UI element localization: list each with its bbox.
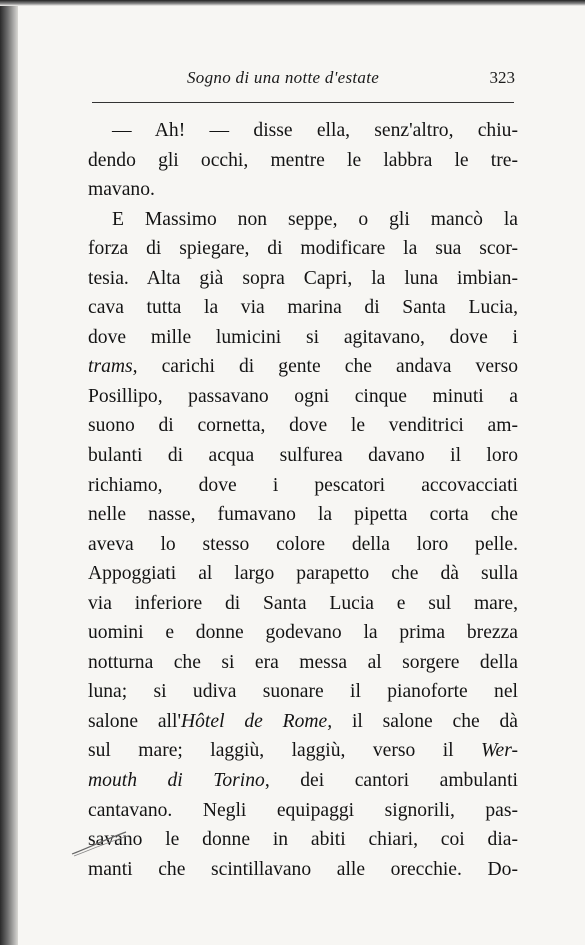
text-line-trams: trams, carichi di gente che andava verso xyxy=(88,356,518,378)
text-line: cava tutta la via marina di Santa Lucia, xyxy=(88,297,518,319)
text-line: nelle nasse, fumavano la pipetta corta che xyxy=(88,504,518,526)
text-line: uomini e donne godevano la prima brezza xyxy=(88,622,518,644)
text-line: E Massimo non seppe, o gli mancò la xyxy=(112,208,518,230)
text-line: bulanti di acqua sulfurea davano il loro xyxy=(88,445,518,467)
text-line: dendo gli occhi, mentre le labbra le tre- xyxy=(88,149,518,171)
body-text xyxy=(88,116,518,884)
italic-hotel-de-rome: Hôtel de Rome, xyxy=(180,710,333,732)
text-line: Posillipo, passavano ogni cinque minuti a xyxy=(88,385,518,407)
text-line-torino: mouth di Torino, dei cantori ambulanti xyxy=(88,770,518,792)
text-line: luna; si udiva suonare il pianoforte nel xyxy=(88,681,518,703)
text-line: aveva lo stesso colore della loro pelle. xyxy=(88,533,518,555)
page-number: 323 xyxy=(489,68,515,87)
text-line: — Ah! — disse ella, senz'altro, chiu- xyxy=(112,120,518,141)
text-line: richiamo, dove i pescatori accovacciati xyxy=(88,474,518,496)
text-line: forza di spiegare, di modificare la sua scor- xyxy=(88,238,518,260)
text-line: via inferiore di Santa Lucia e sul mare, xyxy=(88,592,518,614)
book-binding-edge xyxy=(0,0,18,945)
text-line: Appoggiati al largo parapetto che dà sulla xyxy=(88,563,518,585)
italic-word-trams: trams, xyxy=(88,356,138,378)
text-line: mavano. xyxy=(88,179,155,201)
text-line: notturna che si era messa al sorgere della xyxy=(88,651,518,673)
text-line-hotel: salone all'Hôtel de Rome, il salone che dà xyxy=(88,710,518,732)
text-line: manti che scintillavano alle orecchie. Do- xyxy=(88,858,518,880)
text-line: tesia. Alta già sopra Capri, la luna imbian- xyxy=(88,267,518,289)
text-line: savano le donne in abiti chiari, coi dia- xyxy=(88,829,518,851)
running-title: Sogno di una notte d'estate xyxy=(187,68,380,87)
text-line: cantavano. Negli equipaggi signorili, pas- xyxy=(88,799,518,821)
text-line: suono di cornetta, dove le venditrici am- xyxy=(88,415,518,437)
italic-mouth-di-torino: mouth di Torino xyxy=(88,770,265,792)
header-rule xyxy=(92,102,514,103)
page-top-edge xyxy=(0,0,585,6)
text-line-wer: sul mare; laggiù, laggiù, verso il Wer- xyxy=(88,740,518,762)
text-line: dove mille lumicini si agitavano, dove i xyxy=(88,326,518,348)
italic-wer: Wer- xyxy=(481,740,518,762)
pencil-mark-icon xyxy=(70,818,130,858)
running-header xyxy=(175,68,515,92)
